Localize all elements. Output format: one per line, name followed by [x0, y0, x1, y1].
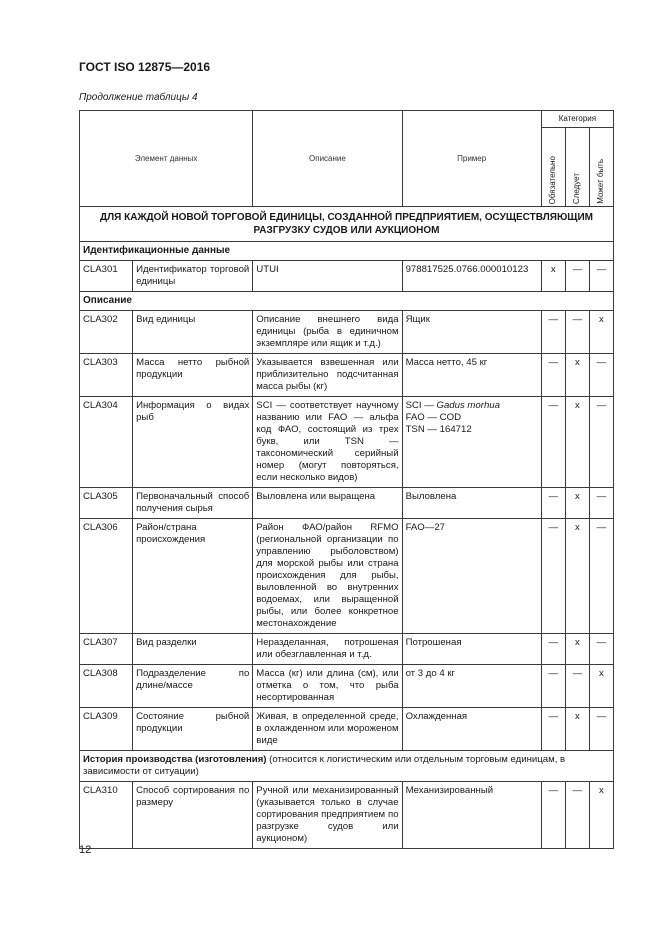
data-elements-table	[79, 110, 614, 849]
row-may: —	[589, 397, 613, 488]
table-row	[80, 665, 614, 708]
row-should: x	[565, 397, 589, 488]
row-code: CLA304	[80, 397, 133, 488]
row-code: CLA302	[80, 311, 133, 354]
row-code: CLA306	[80, 519, 133, 634]
row-mandatory: —	[541, 397, 565, 488]
row-mandatory: —	[541, 782, 565, 849]
table-row	[80, 354, 614, 397]
row-mandatory: x	[541, 261, 565, 292]
row-name: Подразделение по длине/массе	[133, 665, 253, 708]
subsection-identification: Идентификационные данные	[80, 242, 614, 261]
row-code: CLA308	[80, 665, 133, 708]
header-description: Описание	[253, 111, 402, 207]
header-category: Категория	[541, 111, 613, 128]
row-example: от 3 до 4 кг	[402, 665, 541, 708]
header-may: Может быть	[589, 128, 613, 207]
row-description: Масса (кг) или длина (см), или отметка о том, что рыба несортированная	[253, 665, 402, 708]
row-mandatory: —	[541, 354, 565, 397]
row-name: Масса нетто рыбной продукции	[133, 354, 253, 397]
table-continuation-caption: Продолжение таблицы 4	[79, 92, 198, 103]
table-row	[80, 311, 614, 354]
row-should: x	[565, 634, 589, 665]
row-should: —	[565, 311, 589, 354]
row-description: Неразделанная, потрошеная или обезглавленная и т.д.	[253, 634, 402, 665]
row-mandatory: —	[541, 519, 565, 634]
row-may: x	[589, 311, 613, 354]
row-example: Потрошеная	[402, 634, 541, 665]
row-example	[402, 397, 541, 488]
row-name: Способ сортирования по размеру	[133, 782, 253, 849]
row-may: —	[589, 261, 613, 292]
row-should: x	[565, 519, 589, 634]
row-mandatory: —	[541, 634, 565, 665]
row-example: 978817525.0766.000010123	[402, 261, 541, 292]
row-should: x	[565, 354, 589, 397]
table-row	[80, 634, 614, 665]
row-example: Механизированный	[402, 782, 541, 849]
row-example: Охлажденная	[402, 708, 541, 751]
header-should: Следует	[565, 128, 589, 207]
row-name: Район/страна происхождения	[133, 519, 253, 634]
row-code: CLA303	[80, 354, 133, 397]
row-should: x	[565, 708, 589, 751]
row-code: CLA309	[80, 708, 133, 751]
row-may: —	[589, 708, 613, 751]
row-may: —	[589, 354, 613, 397]
section-title: ДЛЯ КАЖДОЙ НОВОЙ ТОРГОВОЙ ЕДИНИЦЫ, СОЗДАННОЙ ПРЕДПРИЯТИЕМ, ОСУЩЕСТВЛЯЮЩИМ РАЗГРУЗКУ СУДОВ ИЛИ АУКЦИОНОМ	[80, 207, 614, 242]
example-line-sci: SCI — Gadus morhua	[405, 400, 500, 411]
row-description: Живая, в определенной среде, в охлажденном или мороженом виде	[253, 708, 402, 751]
table-row	[80, 782, 614, 849]
row-should: x	[565, 488, 589, 519]
example-line-fao: FAO — COD	[405, 412, 461, 423]
subsection-description: Описание	[80, 292, 614, 311]
row-description: Выловлена или выращена	[253, 488, 402, 519]
row-description: Ручной или механизированный (указывается только в случае сортирования предприятием по разгрузке судов или аукционом)	[253, 782, 402, 849]
table-row	[80, 397, 614, 488]
document-title: ГОСТ ISO 12875—2016	[79, 60, 211, 74]
header-mandatory: Обязательно	[541, 128, 565, 207]
row-may: —	[589, 634, 613, 665]
page-number: 12	[79, 844, 92, 856]
table-row	[80, 708, 614, 751]
row-may: x	[589, 665, 613, 708]
row-description: SCI — соответствует научному названию или FAO — альфа код ФАО, состоящий из трех букв, или TSN — таксономический серийный номер (могут повторяться, если несколько видов)	[253, 397, 402, 488]
row-example: Выловлена	[402, 488, 541, 519]
header-example: Пример	[402, 111, 541, 207]
row-mandatory: —	[541, 708, 565, 751]
row-description: Описание внешнего вида единицы (рыба в единичном экземпляре или ящик и т.д.)	[253, 311, 402, 354]
row-may: x	[589, 782, 613, 849]
row-name: Вид разделки	[133, 634, 253, 665]
row-name: Идентификатор торговой единицы	[133, 261, 253, 292]
subsection-history: История производства (изготовления) (относится к логистическим или отдельным торговым единицам, в зависимости от ситуации)	[80, 751, 614, 782]
row-may: —	[589, 519, 613, 634]
table-row	[80, 519, 614, 634]
row-should: —	[565, 665, 589, 708]
row-name: Вид единицы	[133, 311, 253, 354]
row-code: CLA301	[80, 261, 133, 292]
example-line-tsn: TSN — 164712	[405, 424, 472, 435]
row-example: FAO—27	[402, 519, 541, 634]
row-may: —	[589, 488, 613, 519]
row-code: CLA307	[80, 634, 133, 665]
row-mandatory: —	[541, 488, 565, 519]
row-example: Ящик	[402, 311, 541, 354]
row-should: —	[565, 782, 589, 849]
row-code: CLA305	[80, 488, 133, 519]
header-element: Элемент данных	[80, 111, 253, 207]
row-description: Район ФАО/район RFMO (региональной организации по управлению рыболовством) для морской рыбы или страна происхождения для рыбы, выловленной во внутренних водоемах, или выращенной рыбы, или более конкретное местонахождение	[253, 519, 402, 634]
row-description: UTUI	[253, 261, 402, 292]
row-mandatory: —	[541, 665, 565, 708]
row-description: Указывается взвешенная или приблизительно подсчитанная масса рыбы (кг)	[253, 354, 402, 397]
row-name: Первоначальный способ получения сырья	[133, 488, 253, 519]
row-name: Состояние рыбной продукции	[133, 708, 253, 751]
table-row	[80, 488, 614, 519]
row-code: CLA310	[80, 782, 133, 849]
row-name: Информация о видах рыб	[133, 397, 253, 488]
table-row	[80, 261, 614, 292]
row-should: —	[565, 261, 589, 292]
row-mandatory: —	[541, 311, 565, 354]
row-example: Масса нетто, 45 кг	[402, 354, 541, 397]
